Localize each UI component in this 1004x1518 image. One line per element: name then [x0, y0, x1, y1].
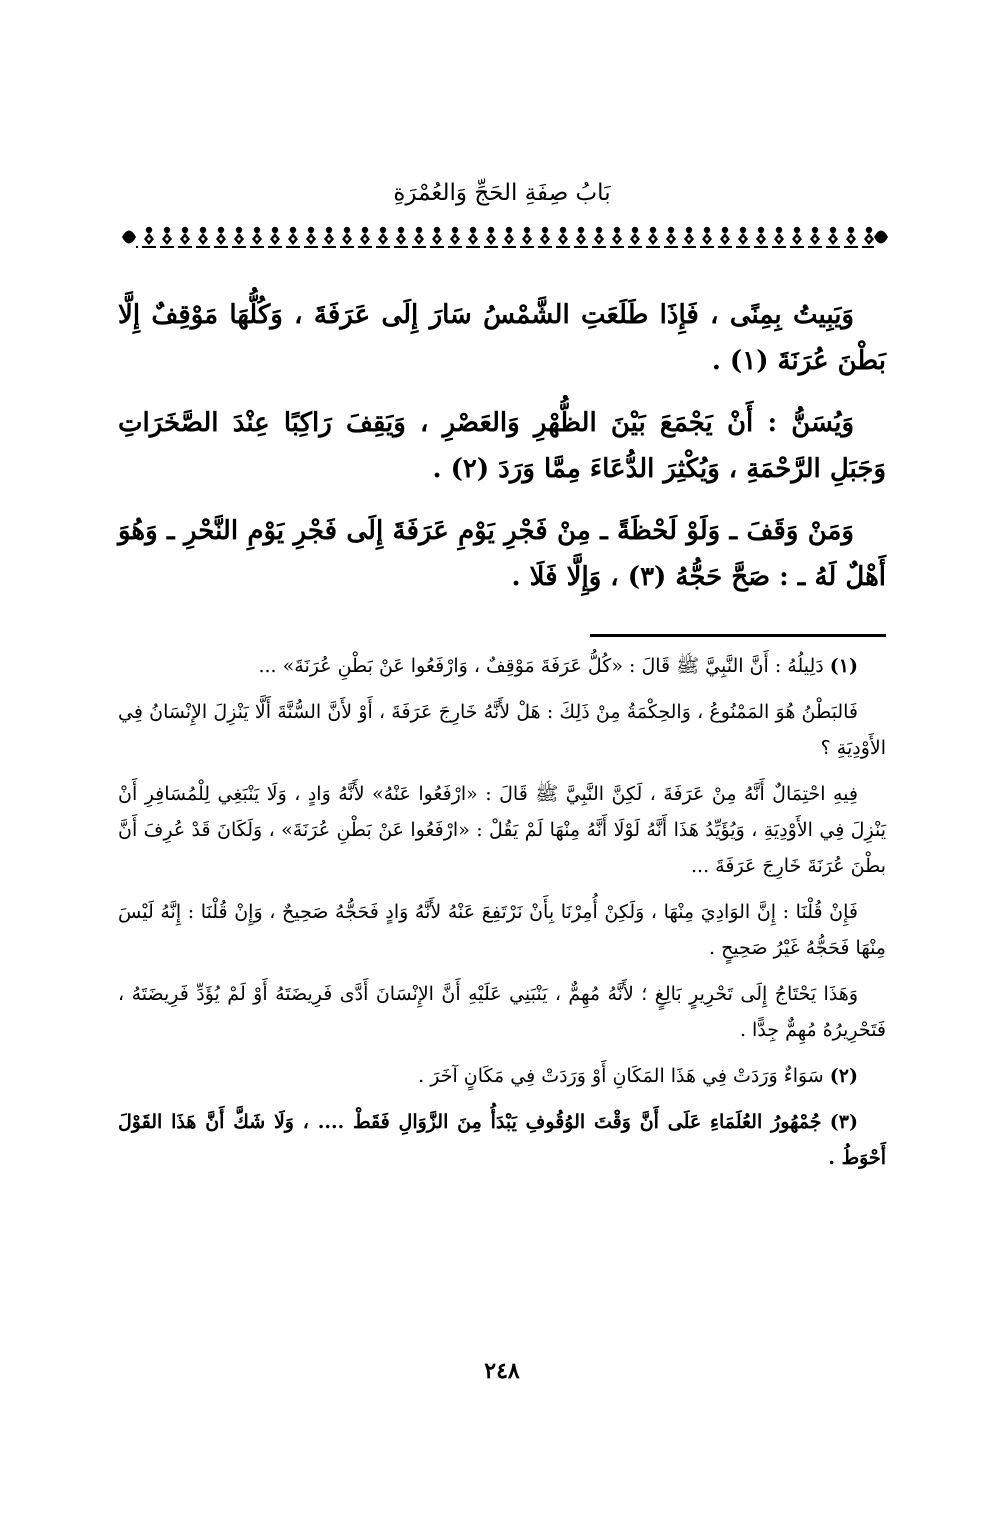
footnote-text: جُمْهُورُ العُلَمَاءِ عَلَى أَنَّ وَقْتَ الوُقُوفِ يَبْدَأُ مِنَ الزَّوَالِ فَقَطْ .... ، وَلَا شَكَّ أَنَّ هَذَا القَوْلَ أَحْوَطُ . — [118, 1111, 886, 1169]
page-number: ٢٤٨ — [484, 1358, 520, 1384]
main-paragraph: وَمَنْ وَقَفَ ـ وَلَوْ لَحْظَةً ـ مِنْ فَجْرِ يَوْمِ عَرَفَةَ إِلَى فَجْرِ يَوْمِ النَّحْرِ ـ وَهُوَ أَهْلٌ لَهُ ـ : صَحَّ حَجُّهُ (٣) ، وَإِلَّا فَلَا . — [118, 516, 886, 592]
footnote-item — [118, 1104, 886, 1176]
main-paragraph: وَيَبِيتُ بِمِنًى ، فَإِذَا طَلَعَتِ الشَّمْسُ سَارَ إِلَى عَرَفَةَ ، وَكُلُّهَا مَوْقِفٌ إِلَّا بَطْنَ عُرَنَةَ (١) . — [118, 300, 886, 376]
footnote-text: دَلِيلُهُ : أَنَّ النَّبِيَّ ﷺ قَالَ : «كُلُّ عَرَفَةَ مَوْقِفٌ ، وَارْفَعُوا عَنْ بَطْنِ عُرَنَةَ» ... — [258, 655, 824, 677]
footnote-number: (٣) — [829, 1111, 858, 1133]
footnote-text: وَهَذَا يَحْتَاجُ إِلَى تَحْرِيرٍ بَالِغٍ ؛ لأَنَّهُ مُهِمٌّ ، يَنْبَنِي عَلَيْهِ أَنَّ الإِنْسَانَ أَدَّى فَرِيضَتَهُ أَوْ لَمْ يُؤَدِّ فَرِيضَتَهُ ، فَتَحْرِيرُهُ مُهِمٌّ جِدًّا . — [118, 983, 886, 1041]
footnote-text: فِيهِ احْتِمَالٌ أَنَّهُ مِنْ عَرَفَةَ ، لَكِنَّ النَّبِيَّ ﷺ قَالَ : «ارْفَعُوا عَنْهُ» لأَنَّهُ وَادٍ ، وَلَا يَنْبَغِي لِلْمُسَافِرِ أَنْ يَنْزِلَ فِي الأَوْدِيَةِ ، وَيُؤَيِّدُ هَذَا أَنَّهُ لَوْلَا أَنَّهُ مِنْهَا لَمْ يَقُلْ : «ارْفَعُوا عَنْ بَطْنِ عُرَنَةَ» ، وَلَكَانَ قَدْ عُرِفَ أَنَّ بطْنَ عُرَنَةَ خَارِجَ عَرَفَةَ ... — [118, 783, 886, 877]
chapter-title: بَابُ صِفَةِ الحَجِّ وَالعُمْرَةِ — [393, 180, 611, 206]
footnote-text: سَوَاءٌ وَرَدَتْ فِي هَذَا المَكَانِ أَوْ وَرَدَتْ فِي مَكَانٍ آخَرَ . — [418, 1065, 824, 1087]
footnote-item — [118, 1058, 886, 1094]
footnote-separator — [590, 634, 886, 637]
ornament-border — [122, 224, 888, 250]
footnote-number: (٢) — [829, 1065, 858, 1087]
main-paragraph: وَيُسَنُّ : أَنْ يَجْمَعَ بَيْنَ الظُّهْرِ وَالعَصْرِ ، وَيَقِفَ رَاكِبًا عِنْدَ الصَّخَرَاتِ وَجَبَلِ الرَّحْمَةِ ، وَيُكْثِرَ الدُّعَاءَ مِمَّا وَرَدَ (٢) . — [118, 408, 886, 484]
footnote-item — [118, 648, 886, 684]
footnote-text: فَالبَطْنُ هُوَ المَمْنُوعُ ، وَالحِكْمَةُ مِنْ ذَلِكَ : هَلْ لأَنَّهُ خَارِجَ عَرَفَةَ ، أَوْ لأَنَّ السُّنَّةَ أَلَّا يَنْزِلَ الإِنْسَانُ فِي الأَوْدِيَةِ ؟ — [118, 701, 886, 759]
footnote-text: فَإِنْ قُلْنَا : إِنَّ الوَادِيَ مِنْهَا ، وَلَكِنْ أُمِرْنَا بِأَنْ نَرْتَفِعَ عَنْهُ لأَنَّهُ وَادٍ فَحَجُّهُ صَحِيحٌ ، وَإِنْ قُلْنَا : إِنَّهُ لَيْسَ مِنْهَا فَحَجُّهُ غَيْرُ صَحِيحٍ . — [118, 901, 886, 959]
footnotes — [118, 648, 886, 1186]
footnote-item — [118, 776, 886, 884]
footnote-item — [118, 694, 886, 766]
main-text — [118, 292, 886, 616]
footnote-number: (١) — [829, 655, 858, 677]
footnote-item — [118, 894, 886, 966]
footnote-item — [118, 976, 886, 1048]
